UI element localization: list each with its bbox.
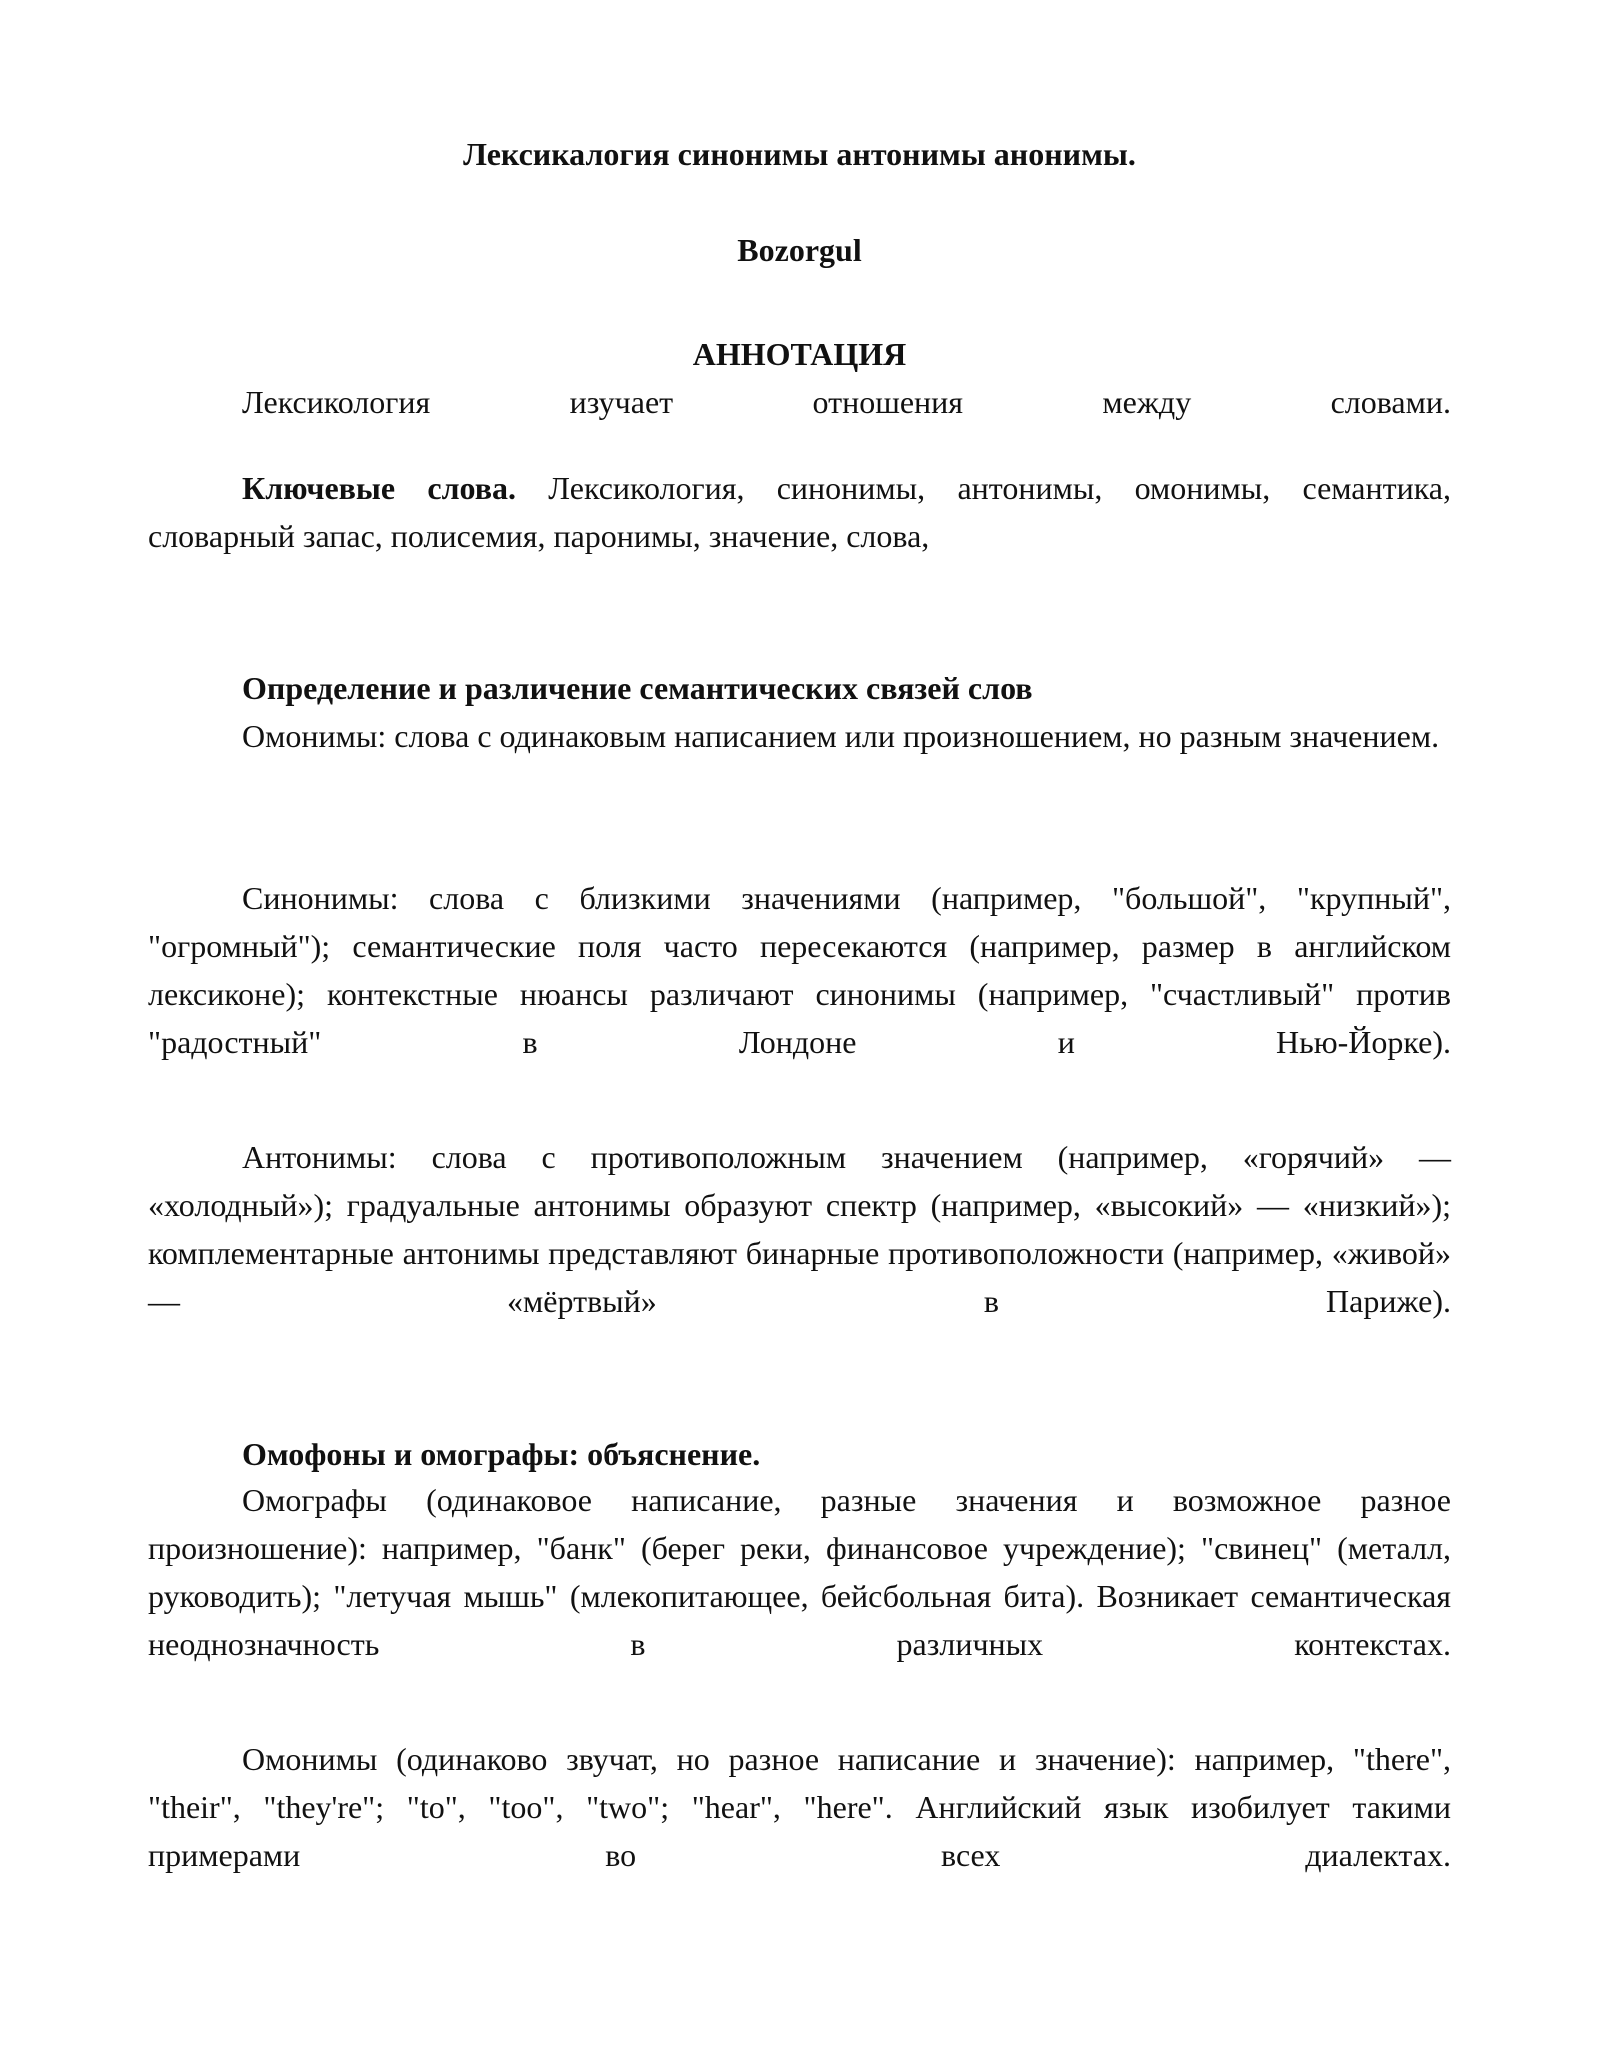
document-page xyxy=(148,0,1451,2070)
keywords-text: Лексикология, синонимы, антонимы, омонимы, семантика, словарный запас, полисемия, паронимы, значение, слова, xyxy=(148,470,1452,554)
annotation-text: Лексикология изучает отношения между словами. xyxy=(242,384,1451,420)
paragraph-homographs: Омографы (одинаковое написание, разные значения и возможное разное произношение): например, "банк" (берег реки, финансовое учреждение); "свинец" (металл, руководить); "летучая мышь" (млекопитающее, бейсбольная бита). Возникает семантическая неоднозначность в различных контекстах. xyxy=(148,1482,1451,1662)
paragraph-antonyms: Антонимы: слова с противоположным значением (например, «горячий» — «холодный»); градуальные антонимы образуют спектр (например, «высокий» — «низкий»); комплементарные антонимы представляют бинарные противоположности (например, «живой» — «мёртвый» в Париже). xyxy=(148,1139,1451,1319)
section-heading-homophones-homographs: Омофоны и омографы: объяснение. xyxy=(242,1436,761,1472)
author-name: Bozorgul xyxy=(737,232,862,268)
paragraph-homophones: Омонимы (одинаково звучат, но разное написание и значение): например, "there", "their", "they're"; "to", "too", "two"; "hear", "here". Английский язык изобилует такими примерами во всех диалектах. xyxy=(148,1741,1451,1873)
annotation-heading: АННОТАЦИЯ xyxy=(692,336,907,372)
keywords-paragraph xyxy=(148,464,1451,560)
paragraph-homonyms: Омонимы: слова с одинаковым написанием или произношением, но разным значением. xyxy=(242,718,1440,754)
section-heading-semantic-relations: Определение и различение семантических связей слов xyxy=(242,670,1033,706)
paragraph-synonyms: Синонимы: слова с близкими значениями (например, "большой", "крупный", "огромный"); семантические поля часто пересекаются (например, размер в английском лексиконе); контекстные нюансы различают синонимы (например, "счастливый" против "радостный" в Лондоне и Нью-Йорке). xyxy=(148,880,1451,1060)
keywords-label: Ключевые слова. xyxy=(242,470,517,506)
document-title: Лексикалогия синонимы антонимы анонимы. xyxy=(463,136,1136,172)
